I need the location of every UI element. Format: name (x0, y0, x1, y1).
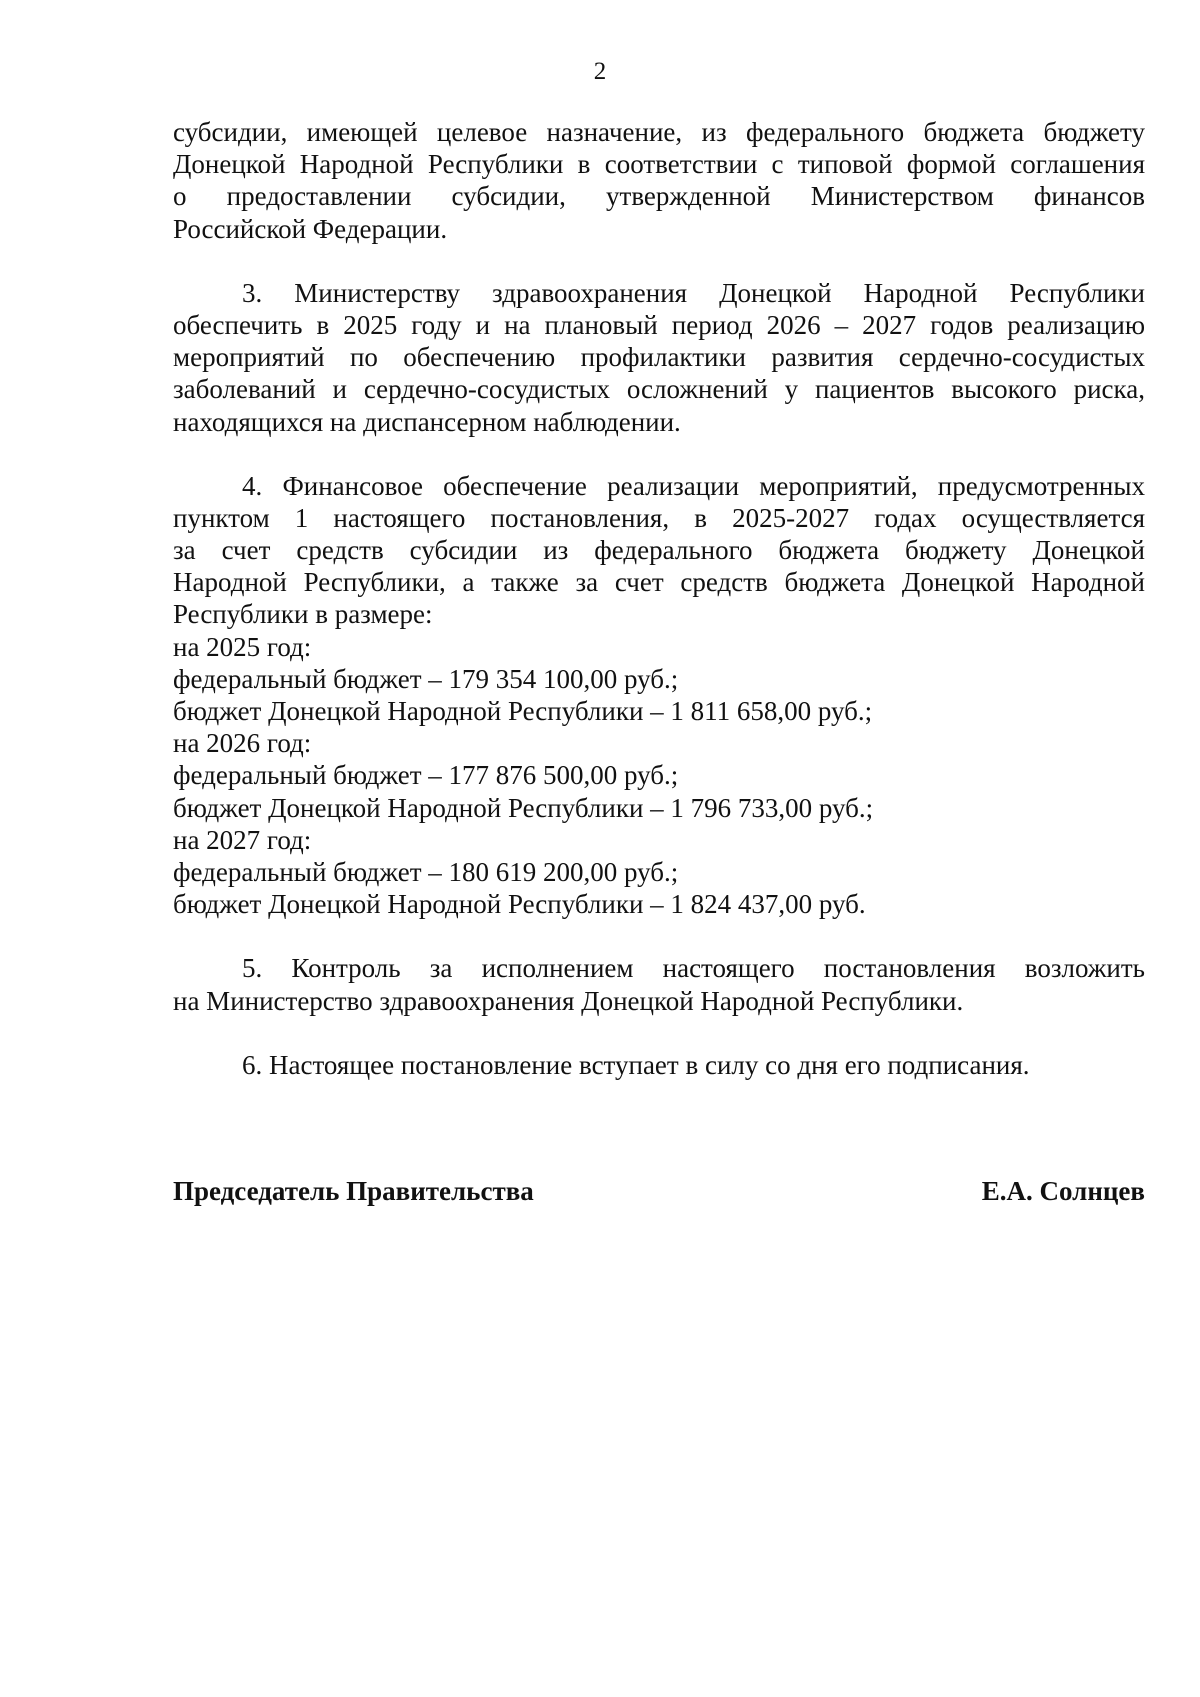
budget-line-regional: бюджет Донецкой Народной Республики – 1 811 658,00 руб.; (173, 696, 873, 726)
text-line: Российской Федерации. (173, 213, 448, 244)
text-line: заболеваний и сердечно-сосудистых осложнений у пациентов высокого риска, (173, 374, 1145, 405)
text-line: обеспечить в 2025 году и на плановый период 2026 – 2027 годов реализацию (173, 309, 1145, 340)
text-line: 3. Министерству здравоохранения Донецкой Народной Республики (242, 277, 1145, 308)
paragraph-4 (173, 470, 1145, 921)
text-line: 5. Контроль за исполнением настоящего постановления возложить (242, 953, 1145, 984)
text-line: Донецкой Народной Республики в соответствии с типовой формой соглашения (173, 149, 1145, 180)
text-line: субсидии, имеющей целевое назначение, из федерального бюджета бюджету (173, 117, 1145, 147)
text-line: за счет средств субсидии из федерального бюджета бюджету Донецкой (173, 535, 1145, 566)
text-line: 6. Настоящее постановление вступает в силу со дня его подписания. (242, 1049, 1030, 1080)
text-line: 4. Финансовое обеспечение реализации мероприятий, предусмотренных (242, 470, 1145, 501)
page-number: 2 (593, 58, 607, 85)
text-line: пунктом 1 настоящего постановления, в 2025-2027 годах осуществляется (173, 502, 1145, 533)
paragraph-continuation (173, 116, 1145, 245)
text-line: Народной Республики, а также за счет средств бюджета Донецкой Народной (173, 567, 1145, 598)
budget-year-heading: на 2026 год: (173, 728, 312, 759)
signatory-title: Председатель Правительства (173, 1176, 534, 1206)
text-line: о предоставлении субсидии, утвержденной Министерством финансов (173, 181, 1145, 212)
signatory-name: Е.А. Солнцев (981, 1176, 1145, 1206)
paragraph-3 (173, 277, 1145, 438)
budget-line-federal: федеральный бюджет – 180 619 200,00 руб.; (173, 856, 679, 887)
text-line: находящихся на диспансерном наблюдении. (173, 406, 681, 437)
text-line: Республики в размере: (173, 599, 433, 630)
paragraph-5 (173, 952, 1145, 1016)
text-line: на Министерство здравоохранения Донецкой Народной Республики. (173, 985, 964, 1016)
paragraph-6 (173, 1049, 1145, 1081)
text-line: мероприятий по обеспечению профилактики развития сердечно-сосудистых (173, 342, 1145, 373)
budget-line-federal: федеральный бюджет – 179 354 100,00 руб.; (173, 663, 679, 694)
signature-block (173, 1174, 1145, 1208)
budget-year-heading: на 2027 год: (173, 824, 312, 855)
budget-line-regional: бюджет Донецкой Народной Республики – 1 824 437,00 руб. (173, 889, 866, 920)
budget-line-regional: бюджет Донецкой Народной Республики – 1 796 733,00 руб.; (173, 792, 874, 823)
budget-line-federal: федеральный бюджет – 177 876 500,00 руб.; (173, 760, 679, 791)
budget-year-heading: на 2025 год: (173, 631, 312, 662)
document-body (173, 116, 1145, 1113)
